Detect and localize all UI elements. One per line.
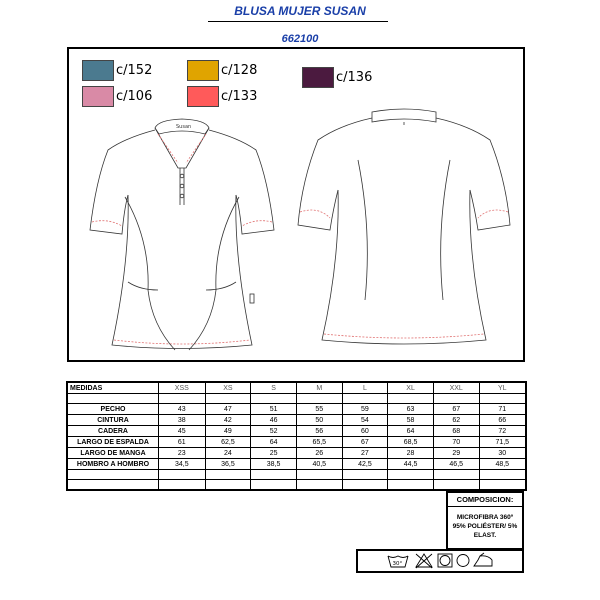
swatch-label: c/152 <box>116 63 153 78</box>
tumble-dry-icon <box>438 554 452 567</box>
care-symbols <box>358 551 522 571</box>
composition-box <box>446 491 524 550</box>
measurement-cell: 46 <box>251 415 297 426</box>
back-view <box>298 109 510 344</box>
measurement-cell: 71,5 <box>479 437 526 448</box>
size-header: YL <box>479 382 526 394</box>
garment-logo: Susan <box>176 124 192 130</box>
measurement-cell: 60 <box>342 426 388 437</box>
measurement-cell: 23 <box>159 448 206 459</box>
measurement-cell: 48,5 <box>479 459 526 470</box>
measurement-cell: 38 <box>159 415 206 426</box>
measurement-cell: 64 <box>388 426 434 437</box>
measurement-cell: 56 <box>296 426 342 437</box>
composition-heading: COMPOSICION: <box>448 493 522 507</box>
swatch-label: c/128 <box>221 63 258 78</box>
measurement-cell: 50 <box>296 415 342 426</box>
care-symbols-box <box>356 549 524 573</box>
size-header: L <box>342 382 388 394</box>
measurement-cell: 72 <box>479 426 526 437</box>
composition-line: 95% POLIÉSTER/ 5% <box>452 523 518 530</box>
size-header: XS <box>205 382 251 394</box>
size-header: XSS <box>159 382 206 394</box>
composition-line: MICROFIBRA 360º <box>456 514 514 521</box>
size-header: XL <box>388 382 434 394</box>
measurement-cell: 34,5 <box>159 459 206 470</box>
measurement-cell: 63 <box>388 404 434 415</box>
table-row <box>67 415 526 426</box>
swatch-label: c/133 <box>221 89 258 104</box>
measurement-cell: 49 <box>205 426 251 437</box>
measurement-cell: 62 <box>433 415 479 426</box>
row-label: PECHO <box>67 404 159 415</box>
table-spacer-row <box>67 480 526 491</box>
measurement-cell: 45 <box>159 426 206 437</box>
measurement-cell: 66 <box>479 415 526 426</box>
measurement-cell: 29 <box>433 448 479 459</box>
document-title: BLUSA MUJER SUSAN <box>234 4 366 18</box>
swatch-label: c/106 <box>116 89 153 104</box>
reference-number: 662100 <box>281 33 319 45</box>
table-row <box>67 426 526 437</box>
measurement-cell: 27 <box>342 448 388 459</box>
wash-temp: 30° <box>392 561 403 567</box>
table-spacer-row <box>67 394 526 404</box>
table-header-label: MEDIDAS <box>67 382 159 394</box>
no-bleach-icon <box>416 554 432 568</box>
measurement-cell: 40,5 <box>296 459 342 470</box>
table-header-row <box>67 382 526 394</box>
table-row <box>67 404 526 415</box>
measurement-cell: 43 <box>159 404 206 415</box>
measurement-cell: 70 <box>433 437 479 448</box>
measurement-cell: 36,5 <box>205 459 251 470</box>
front-view <box>90 119 274 350</box>
measurement-cell: 62,5 <box>205 437 251 448</box>
measurement-cell: 65,5 <box>296 437 342 448</box>
wash-30-icon <box>388 556 408 567</box>
measurement-cell: 68 <box>433 426 479 437</box>
measurement-cell: 42 <box>205 415 251 426</box>
measurement-cell: 47 <box>205 404 251 415</box>
dry-clean-icon <box>457 555 469 567</box>
measurement-cell: 52 <box>251 426 297 437</box>
table-row <box>67 448 526 459</box>
swatch-label: c/136 <box>336 70 373 85</box>
measurement-cell: 30 <box>479 448 526 459</box>
row-label: CINTURA <box>67 415 159 426</box>
size-header: XXL <box>433 382 479 394</box>
measurement-cell: 51 <box>251 404 297 415</box>
composition-body <box>448 507 522 548</box>
measurements-table <box>66 381 527 491</box>
measurement-cell: 25 <box>251 448 297 459</box>
measurement-cell: 28 <box>388 448 434 459</box>
measurement-cell: 59 <box>342 404 388 415</box>
measurement-cell: 67 <box>342 437 388 448</box>
measurement-cell: 71 <box>479 404 526 415</box>
measurement-cell: 58 <box>388 415 434 426</box>
iron-icon <box>474 553 492 566</box>
measurement-cell: 26 <box>296 448 342 459</box>
table-row <box>67 437 526 448</box>
size-header: M <box>296 382 342 394</box>
measurement-cell: 67 <box>433 404 479 415</box>
measurement-cell: 46,5 <box>433 459 479 470</box>
row-label: LARGO DE ESPALDA <box>67 437 159 448</box>
row-label: LARGO DE MANGA <box>67 448 159 459</box>
measurement-cell: 54 <box>342 415 388 426</box>
row-label: CADERA <box>67 426 159 437</box>
composition-line: ELAST. <box>473 532 497 539</box>
measurement-cell: 44,5 <box>388 459 434 470</box>
row-label: HOMBRO A HOMBRO <box>67 459 159 470</box>
measurement-cell: 61 <box>159 437 206 448</box>
measurement-cell: 68,5 <box>388 437 434 448</box>
measurement-cell: 55 <box>296 404 342 415</box>
measurement-cell: 64 <box>251 437 297 448</box>
measurement-cell: 24 <box>205 448 251 459</box>
measurement-cell: 42,5 <box>342 459 388 470</box>
measurement-cell: 38,5 <box>251 459 297 470</box>
table-spacer-row <box>67 470 526 480</box>
size-header: S <box>251 382 297 394</box>
table-row <box>67 459 526 470</box>
